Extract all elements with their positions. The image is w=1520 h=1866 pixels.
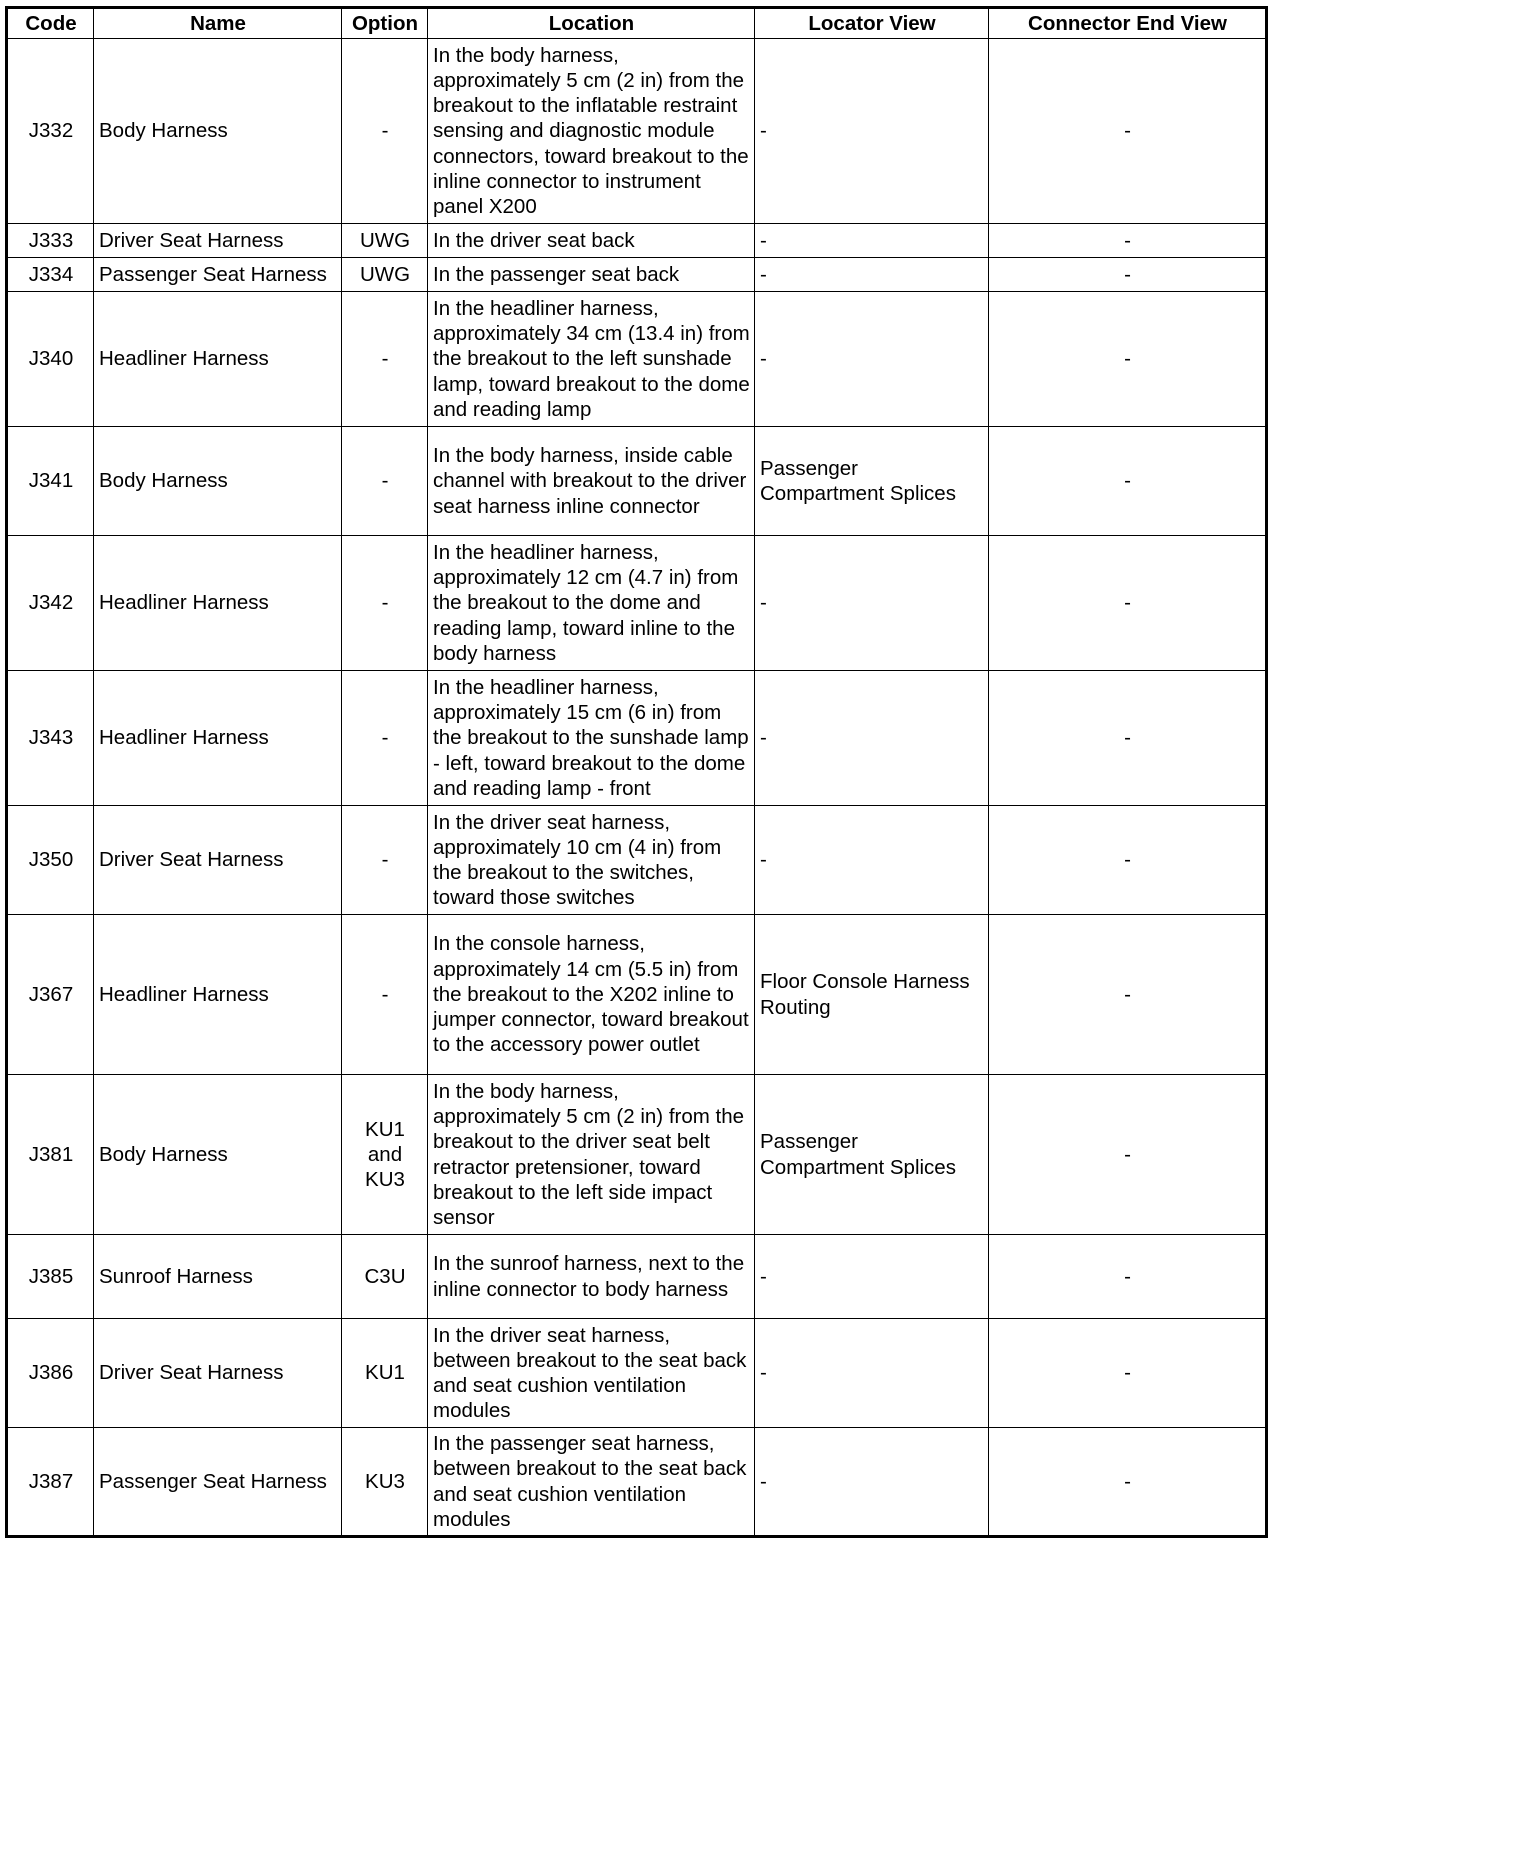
table-row [7, 1075, 1267, 1235]
cell-code: J350 [7, 806, 94, 915]
cell-name: Driver Seat Harness [94, 224, 342, 258]
cell-option [342, 258, 428, 292]
cell-option [342, 427, 428, 536]
cell-option [342, 292, 428, 427]
cell-connector-end-view: - [989, 915, 1267, 1075]
cell-name: Headliner Harness [94, 536, 342, 671]
table-row [7, 915, 1267, 1075]
cell-code: J367 [7, 915, 94, 1075]
cell-name: Headliner Harness [94, 915, 342, 1075]
cell-code: J341 [7, 427, 94, 536]
cell-option [342, 224, 428, 258]
cell-location: In the driver seat harness, between breakout to the seat back and seat cushion ventilation modules [428, 1319, 755, 1428]
cell-name: Driver Seat Harness [94, 806, 342, 915]
cell-connector-end-view: - [989, 671, 1267, 806]
cell-name: Headliner Harness [94, 671, 342, 806]
cell-locator-view: - [755, 1319, 989, 1428]
cell-connector-end-view: - [989, 224, 1267, 258]
option-line: KU1 [365, 1117, 405, 1141]
cell-name: Body Harness [94, 427, 342, 536]
header-connector-end-view: Connector End View [989, 8, 1267, 39]
cell-connector-end-view: - [989, 427, 1267, 536]
cell-location: In the headliner harness, approximately 12 cm (4.7 in) from the breakout to the dome and reading lamp, toward inline to the body harness [428, 536, 755, 671]
cell-name: Body Harness [94, 39, 342, 224]
table-row [7, 224, 1267, 258]
cell-locator-view: - [755, 806, 989, 915]
cell-option [342, 1319, 428, 1428]
cell-location: In the console harness, approximately 14 cm (5.5 in) from the breakout to the X202 inline to jumper connector, toward breakout to the accessory power outlet [428, 915, 755, 1075]
cell-name: Body Harness [94, 1075, 342, 1235]
option-line: - [381, 982, 389, 1006]
cell-locator-view: - [755, 1428, 989, 1537]
cell-connector-end-view: - [989, 1235, 1267, 1319]
cell-code: J386 [7, 1319, 94, 1428]
cell-location: In the sunroof harness, next to the inline connector to body harness [428, 1235, 755, 1319]
cell-locator-view: - [755, 1235, 989, 1319]
option-line: - [381, 591, 389, 615]
cell-locator-view: - [755, 258, 989, 292]
cell-location: In the headliner harness, approximately 15 cm (6 in) from the breakout to the sunshade lamp - left, toward breakout to the dome and reading lamp - front [428, 671, 755, 806]
table-row [7, 1235, 1267, 1319]
table-row [7, 258, 1267, 292]
cell-locator-view: - [755, 39, 989, 224]
cell-code: J381 [7, 1075, 94, 1235]
table-row [7, 39, 1267, 224]
header-location: Location [428, 8, 755, 39]
cell-option [342, 671, 428, 806]
cell-connector-end-view: - [989, 1428, 1267, 1537]
cell-location: In the driver seat harness, approximately 10 cm (4 in) from the breakout to the switches, toward those switches [428, 806, 755, 915]
cell-option [342, 915, 428, 1075]
cell-code: J343 [7, 671, 94, 806]
splice-table-container [5, 6, 1265, 1538]
cell-locator-view: Passenger Compartment Splices [755, 1075, 989, 1235]
option-line: KU3 [365, 1469, 405, 1493]
cell-connector-end-view: - [989, 292, 1267, 427]
table-row [7, 536, 1267, 671]
cell-connector-end-view: - [989, 258, 1267, 292]
cell-locator-view: - [755, 536, 989, 671]
cell-code: J385 [7, 1235, 94, 1319]
option-line: - [381, 726, 389, 750]
option-line: - [381, 469, 389, 493]
table-body [7, 39, 1267, 1537]
table-row [7, 671, 1267, 806]
cell-connector-end-view: - [989, 1319, 1267, 1428]
table-row [7, 427, 1267, 536]
cell-locator-view: - [755, 671, 989, 806]
cell-option [342, 1075, 428, 1235]
cell-locator-view: - [755, 224, 989, 258]
table-row [7, 1319, 1267, 1428]
table-row [7, 1428, 1267, 1537]
cell-connector-end-view: - [989, 806, 1267, 915]
option-line: - [381, 848, 389, 872]
header-name: Name [94, 8, 342, 39]
cell-option [342, 39, 428, 224]
cell-code: J342 [7, 536, 94, 671]
cell-location: In the passenger seat back [428, 258, 755, 292]
cell-code: J340 [7, 292, 94, 427]
cell-code: J334 [7, 258, 94, 292]
cell-location: In the passenger seat harness, between breakout to the seat back and seat cushion ventilation modules [428, 1428, 755, 1537]
cell-option [342, 806, 428, 915]
cell-name: Headliner Harness [94, 292, 342, 427]
splice-table [5, 6, 1268, 1538]
table-row [7, 292, 1267, 427]
cell-name: Sunroof Harness [94, 1235, 342, 1319]
cell-location: In the body harness, approximately 5 cm (2 in) from the breakout to the inflatable restraint sensing and diagnostic module connectors, toward breakout to the inline connector to instrument panel X200 [428, 39, 755, 224]
header-option: Option [342, 8, 428, 39]
cell-locator-view: Floor Console Harness Routing [755, 915, 989, 1075]
cell-code: J333 [7, 224, 94, 258]
cell-code: J387 [7, 1428, 94, 1537]
option-line: UWG [359, 262, 411, 286]
cell-option [342, 1235, 428, 1319]
cell-name: Passenger Seat Harness [94, 258, 342, 292]
cell-connector-end-view: - [989, 39, 1267, 224]
cell-location: In the driver seat back [428, 224, 755, 258]
cell-location: In the body harness, inside cable channel with breakout to the driver seat harness inline connector [428, 427, 755, 536]
cell-name: Driver Seat Harness [94, 1319, 342, 1428]
header-code: Code [7, 8, 94, 39]
cell-connector-end-view: - [989, 1075, 1267, 1235]
cell-option [342, 536, 428, 671]
option-line: and [367, 1142, 403, 1166]
header-row [7, 8, 1267, 39]
cell-option [342, 1428, 428, 1537]
cell-code: J332 [7, 39, 94, 224]
option-line: UWG [359, 228, 411, 252]
header-locator-view: Locator View [755, 8, 989, 39]
cell-location: In the headliner harness, approximately 34 cm (13.4 in) from the breakout to the left sunshade lamp, toward breakout to the dome and reading lamp [428, 292, 755, 427]
cell-connector-end-view: - [989, 536, 1267, 671]
cell-location: In the body harness, approximately 5 cm (2 in) from the breakout to the driver seat belt retractor pretensioner, toward breakout to the left side impact sensor [428, 1075, 755, 1235]
table-row [7, 806, 1267, 915]
option-line: KU3 [365, 1168, 405, 1192]
cell-locator-view: Passenger Compartment Splices [755, 427, 989, 536]
option-line: - [381, 347, 389, 371]
cell-locator-view: - [755, 292, 989, 427]
option-line: KU1 [365, 1361, 405, 1385]
option-line: - [381, 119, 389, 143]
cell-name: Passenger Seat Harness [94, 1428, 342, 1537]
option-line: C3U [364, 1264, 406, 1288]
